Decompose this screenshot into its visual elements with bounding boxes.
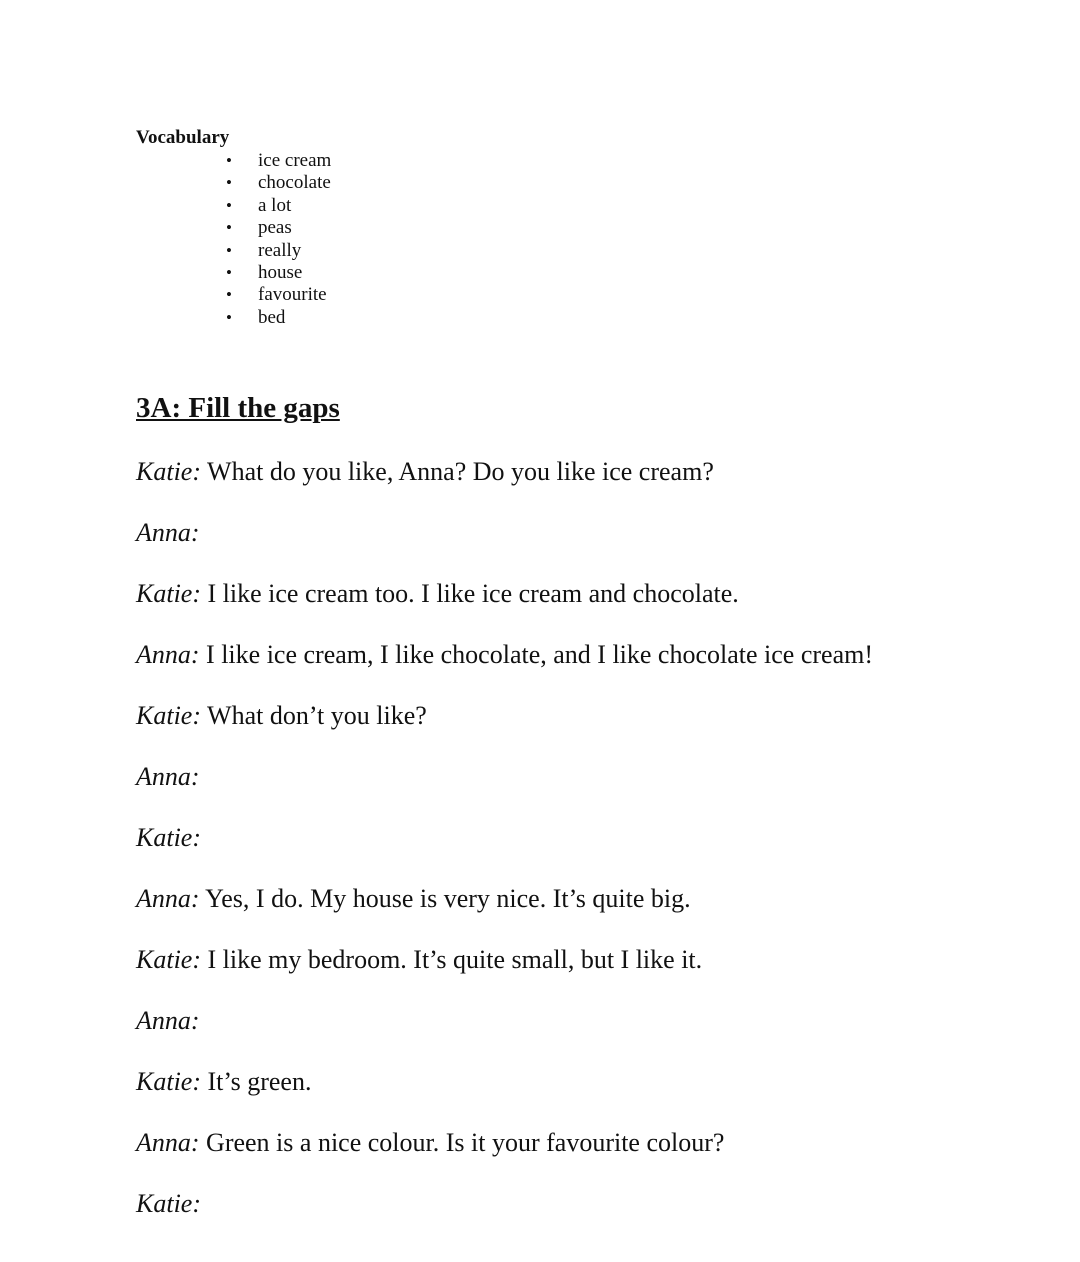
speaker-label: Anna:	[136, 1128, 200, 1157]
dialogue	[136, 455, 873, 1248]
speaker-label: Katie:	[136, 1067, 201, 1096]
vocabulary-item	[226, 172, 331, 194]
speaker-label: Katie:	[136, 701, 201, 730]
vocabulary-heading: Vocabulary	[136, 127, 230, 148]
vocabulary-item	[226, 262, 331, 284]
speaker-label: Anna:	[136, 884, 200, 913]
bullet-icon: •	[226, 173, 232, 193]
bullet-icon: •	[226, 307, 232, 327]
bullet-icon: •	[226, 262, 232, 282]
dialogue-line	[136, 1126, 873, 1187]
dialogue-line	[136, 943, 873, 1004]
vocabulary-item-text: peas	[258, 217, 292, 239]
vocabulary-item-text: house	[258, 261, 303, 283]
bullet-icon: •	[226, 285, 232, 305]
dialogue-line	[136, 699, 873, 760]
vocabulary-item	[226, 195, 331, 217]
line-text: I like ice cream, I like chocolate, and I like chocolate ice cream!	[206, 640, 874, 669]
vocabulary-item-text: ice cream	[258, 150, 332, 171]
dialogue-line	[136, 821, 873, 882]
vocabulary-item-text: a lot	[258, 194, 292, 216]
vocabulary-item	[226, 217, 331, 239]
vocabulary-item	[226, 284, 331, 306]
line-text: What do you like, Anna? Do you like ice cream?	[207, 457, 714, 486]
dialogue-line	[136, 1004, 873, 1065]
speaker-label: Katie:	[136, 1189, 201, 1218]
line-text: What don’t you like?	[207, 701, 427, 730]
dialogue-line	[136, 1065, 873, 1126]
line-text: I like my bedroom. It’s quite small, but I like it.	[207, 945, 703, 974]
speaker-label: Anna:	[136, 518, 200, 547]
dialogue-line	[136, 882, 873, 943]
dialogue-line	[136, 760, 873, 821]
speaker-label: Katie:	[136, 945, 201, 974]
line-text: Green is a nice colour. Is it your favourite colour?	[206, 1128, 725, 1157]
exercise-title: 3A: Fill the gaps	[136, 392, 340, 424]
bullet-icon: •	[226, 151, 232, 170]
vocabulary-item-text: really	[258, 239, 302, 261]
dialogue-line	[136, 577, 873, 638]
dialogue-line	[136, 1187, 873, 1248]
line-text: I like ice cream too. I like ice cream and chocolate.	[207, 579, 739, 608]
bullet-icon: •	[226, 218, 232, 238]
line-text: Yes, I do. My house is very nice. It’s quite big.	[205, 884, 691, 913]
speaker-label: Katie:	[136, 823, 201, 852]
vocabulary-item-text: chocolate	[258, 172, 331, 194]
speaker-label: Anna:	[136, 762, 200, 791]
speaker-label: Katie:	[136, 579, 201, 608]
dialogue-line	[136, 516, 873, 577]
bullet-icon: •	[226, 195, 232, 215]
speaker-label: Anna:	[136, 640, 200, 669]
vocabulary-item-text: favourite	[258, 284, 327, 306]
vocabulary-item-text: bed	[258, 306, 286, 328]
dialogue-line	[136, 455, 873, 516]
vocabulary-item	[226, 240, 331, 262]
vocabulary-list	[226, 150, 331, 329]
speaker-label: Anna:	[136, 1006, 200, 1035]
speaker-label: Katie:	[136, 457, 201, 486]
bullet-icon: •	[226, 240, 232, 260]
dialogue-line	[136, 638, 873, 699]
vocabulary-item	[226, 150, 331, 172]
line-text: It’s green.	[207, 1067, 312, 1096]
vocabulary-item	[226, 307, 331, 329]
